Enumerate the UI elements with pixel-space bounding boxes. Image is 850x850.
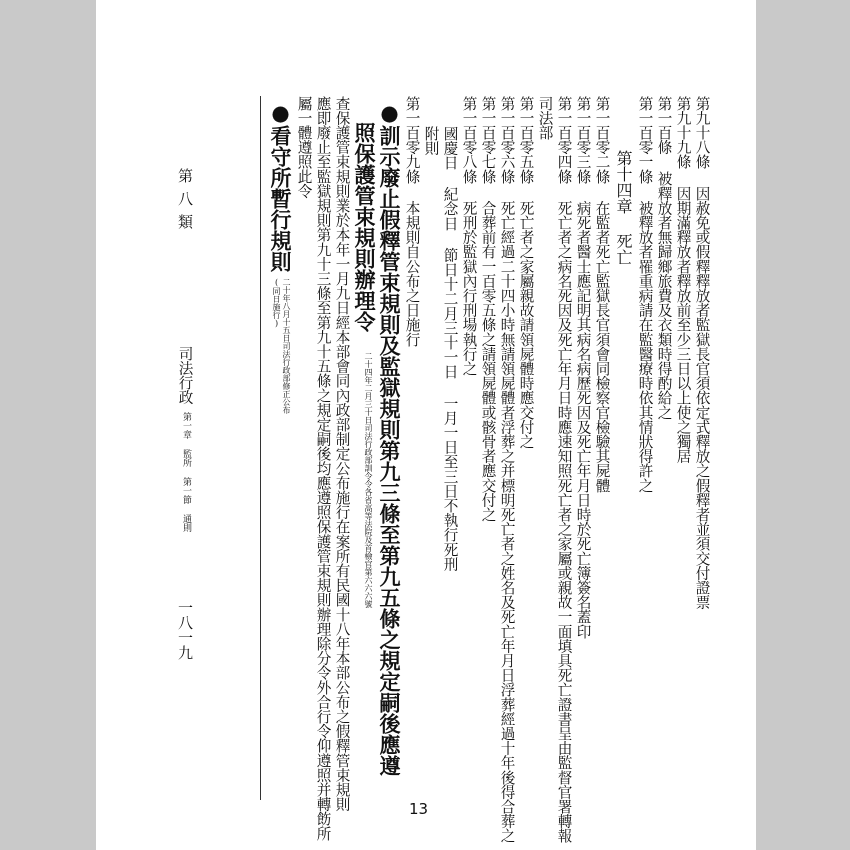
article-105: 第一百零五條 死亡者之家屬親故請領屍體時應交付之 xyxy=(517,96,535,449)
section-path-label: 第一章 監所 第一節 通則 xyxy=(181,412,191,532)
category-label: 第八類 xyxy=(176,168,194,237)
supplementary-provisions-heading: 附則 xyxy=(422,126,440,156)
article-104: 第一百零四條 死亡者之病名死因及死亡年月日時應速知照死亡者之家屬或親故一面填具死亡證書呈由監督官署轉報 xyxy=(555,96,573,843)
regulation-date-note: 二十年八月十五日司法行政部修正公布 xyxy=(282,278,291,414)
order-body-line-3: 屬一體遵照此令 xyxy=(295,96,313,199)
article-109: 第一百零九條 本規則自公布之日施行 xyxy=(403,96,421,347)
article-102: 第一百零二條 在監者死亡監獄長官須會同檢察官檢驗其屍體 xyxy=(593,96,611,493)
article-108: 第一百零八條 死刑於監獄內行刑場執行之 xyxy=(460,96,478,376)
subject-label: 司法行政 xyxy=(176,346,194,405)
order-body-line-1: 查保護管束規則業於本年一月九日經本部會同內政部制定公布施行在案所有民國十八年本部公布之假釋管束規則 xyxy=(333,96,351,812)
order-reference-note: 二十四年二月三十日司法行政部訓令令各省高等法院及首檢官第六六六號 xyxy=(364,352,373,608)
article-106: 第一百零六條 死亡經過二十四小時無請領屍體者浮葬之并標明死亡者之姓名及死亡年月日浮葬經過十年後得合葬之 xyxy=(498,96,516,843)
order-title-line-1: ●訓示廢止假釋管束規則及監獄規則第九三條至第九五條之規定嗣後應遵 xyxy=(377,100,402,776)
article-98: 第九十八條 因赦免或假釋釋放者監獄長官須依定式釋放之假釋者並須交付證票 xyxy=(693,96,711,610)
article-107: 第一百零七條 合葬前有一百零五條之請領屍體或骸骨者應交付之 xyxy=(479,96,497,522)
margin-rule xyxy=(260,96,261,800)
article-103: 第一百零三條 病死者醫士應記明其病名病歷死因及死亡年月日時於死亡簿簽名蓋印 xyxy=(574,96,592,639)
page-number: 13 xyxy=(409,800,429,818)
order-title-line-2: 照保護管束規則辦理令 xyxy=(352,122,377,332)
no-execution-days: 國慶日 紀念日 節日十二月三十一日 一月一日至三日不執行死刑 xyxy=(441,126,459,572)
regulation-effective-note: (同日施行) xyxy=(272,278,281,328)
article-99: 第九十九條 因期滿釋放者釋放前至少三日以上使之獨居 xyxy=(674,96,692,464)
order-body-line-2: 應即廢止至監獄規則第九十三條至第九十五條之規定嗣後均應遵照保護管束規則辦理除分令外合行令仰遵照并轉飭所 xyxy=(314,96,332,841)
detention-regulation-title: ●看守所暫行規則 xyxy=(268,100,293,272)
folio-number: 一八一九 xyxy=(176,600,194,660)
article-101: 第一百零一條 被釋放者罹重病請在監醫療時依其情狀得許之 xyxy=(636,96,654,493)
chapter-14-heading: 第十四章 死亡 xyxy=(614,150,633,265)
article-100: 第一百條 被釋放者無歸鄉旅費及衣類時得酌給之 xyxy=(655,96,673,420)
issuer-ministry: 司法部 xyxy=(536,96,554,140)
document-page xyxy=(96,0,756,850)
